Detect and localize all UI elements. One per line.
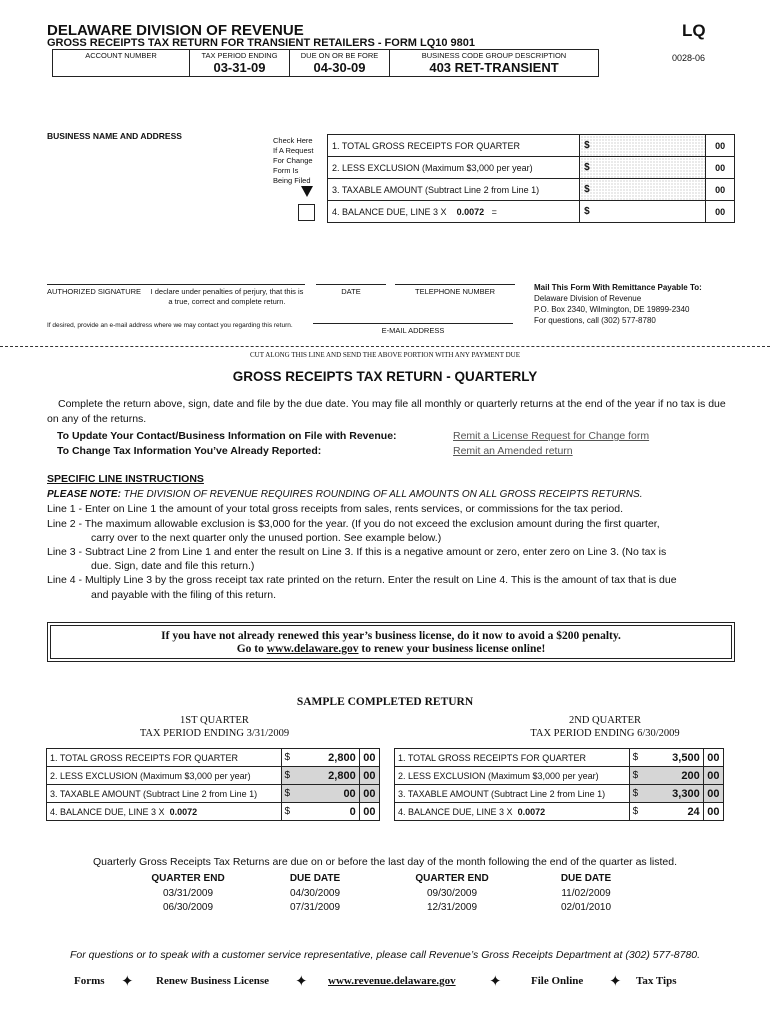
sample-label: 3. TAXABLE AMOUNT (Subtract Line 2 from Line 1)	[47, 785, 282, 803]
sample-q2-table	[394, 748, 724, 821]
schedule-cell: 07/31/2009	[289, 902, 341, 913]
declaration-line: I declare under penalties of perjury, that this is	[150, 287, 304, 296]
check-note-line: For Change	[273, 156, 313, 165]
account-number-label: ACCOUNT NUMBER	[85, 51, 157, 60]
sample-cents: 00	[703, 767, 723, 785]
q2-period	[395, 728, 730, 739]
sample-amount	[281, 803, 359, 821]
q2-title	[395, 715, 730, 726]
sample-value: 3,300	[672, 787, 700, 800]
sample-cents: 00	[703, 785, 723, 803]
line-label: 3. TAXABLE AMOUNT (Subtract Line 2 from Line 1)	[328, 179, 580, 201]
line3-instruction: Line 3 - Subtract Line 2 from Line 1 and enter the result on Line 3. If this is a negative amount or zero, enter zero on Line 3. (No tax is	[47, 546, 667, 558]
form-title: GROSS RECEIPTS TAX RETURN FOR TRANSIENT RETAILERS - FORM LQ10 9801	[47, 37, 476, 49]
update-info-label: To Update Your Contact/Business Information on File with Revenue:	[57, 430, 397, 442]
dollar-sign: $	[584, 140, 590, 151]
q1-period: TAX PERIOD ENDING 3/31/2009	[139, 728, 290, 739]
dollar-sign: $	[584, 206, 590, 217]
check-note-line: Form Is	[273, 166, 299, 175]
revenue-site-link[interactable]: www.revenue.delaware.gov	[328, 975, 456, 987]
tax-rate: 0.0072	[169, 806, 198, 817]
sample-amount	[629, 749, 703, 767]
sample-cents: 00	[359, 785, 379, 803]
dollar-sign: $	[632, 751, 639, 763]
diamond-separator-icon: ✦	[609, 973, 622, 990]
notice-line1: If you have not already renewed this year’s business license, do it now to avoid a $200 penalty.	[161, 630, 621, 642]
sample-title: SAMPLE COMPLETED RETURN	[296, 696, 474, 708]
line-cents: 00	[706, 135, 735, 157]
return-line	[328, 157, 735, 179]
phone-label: TELEPHONE NUMBER	[414, 287, 495, 296]
tax-rate: 0.0072	[517, 806, 546, 817]
line4-amount-field[interactable]	[580, 201, 706, 223]
line1-amount-field[interactable]	[580, 135, 706, 157]
sample-label: 1. TOTAL GROSS RECEIPTS FOR QUARTER	[395, 749, 630, 767]
dollar-sign: $	[584, 162, 590, 173]
diamond-separator-icon: ✦	[121, 973, 134, 990]
line2-instruction-cont: carry over to the next quarter only the unused portion. See example below.)	[91, 532, 442, 544]
sample-amount	[629, 803, 703, 821]
sample-amount	[281, 785, 359, 803]
group-desc-label: BUSINESS CODE GROUP DESCRIPTION	[421, 51, 567, 60]
diamond-separator-icon: ✦	[295, 973, 308, 990]
form-code: LQ	[682, 21, 706, 40]
instructions-title: GROSS RECEIPTS TAX RETURN - QUARTERLY	[232, 369, 538, 384]
dollar-sign: $	[632, 805, 639, 817]
please-note	[47, 488, 642, 503]
email-note: If desired, provide an e-mail address where we may contact you regarding this return.	[47, 322, 293, 329]
sample-value: 0	[349, 805, 356, 818]
line4-label: 4. BALANCE DUE, LINE 3 X	[332, 206, 447, 217]
q2-period-text: TAX PERIOD ENDING 6/30/2009	[530, 728, 680, 739]
sample-label	[395, 803, 630, 821]
table-row	[395, 785, 724, 803]
questions-note: For questions or to speak with a customer service representative, please call Revenue’s Gross Receipts Department at (302) 577-8780.	[69, 949, 701, 961]
instructions-intro: Complete the return above, sign, date and file by the due date. You may file all monthly or quarterly returns at the end of the year if no tax is due on any of the returns.	[47, 398, 726, 425]
please-note-label: PLEASE NOTE:	[47, 489, 121, 500]
specific-instructions-title: SPECIFIC LINE INSTRUCTIONS	[47, 473, 204, 485]
dollar-sign: $	[632, 769, 639, 781]
change-tax-label: To Change Tax Information You’ve Already Reported:	[57, 445, 322, 457]
line3-amount-field[interactable]	[580, 179, 706, 201]
return-line	[328, 135, 735, 157]
sample-label: 1. TOTAL GROSS RECEIPTS FOR QUARTER	[47, 749, 282, 767]
tax-period-label: TAX PERIOD ENDING	[201, 51, 278, 60]
schedule-cell: 04/30/2009	[289, 888, 341, 899]
sample-value: 2,800	[328, 769, 356, 782]
sample-amount	[629, 785, 703, 803]
due-date-header: DUE DATE	[560, 873, 612, 884]
tax-period-value: 03-31-09	[213, 60, 266, 75]
business-name-label: BUSINESS NAME AND ADDRESS	[47, 131, 182, 141]
q2-title-text: 2ND QUARTER	[569, 715, 641, 726]
table-row	[47, 749, 380, 767]
table-row	[47, 803, 380, 821]
mail-line: P.O. Box 2340, Wilmington, DE 19899-2340	[534, 305, 690, 314]
dollar-sign: $	[584, 184, 590, 195]
email-label: E-MAIL ADDRESS	[381, 326, 445, 335]
sample-value: 3,500	[672, 751, 700, 764]
dollar-sign: $	[284, 787, 291, 799]
notice-rest: to renew your business license online!	[358, 643, 546, 655]
sample-label	[47, 803, 282, 821]
return-line	[328, 201, 735, 223]
sample-cents: 00	[703, 803, 723, 821]
sample-cents: 00	[703, 749, 723, 767]
sample-amount	[629, 767, 703, 785]
license-change-link[interactable]: Remit a License Request for Change form	[453, 430, 650, 442]
line-label	[328, 201, 580, 223]
sample-label-text: 4. BALANCE DUE, LINE 3 X	[398, 806, 513, 817]
return-line	[328, 179, 735, 201]
line3-instruction-cont: due. Sign, date and file this return.)	[91, 560, 255, 572]
cut-line-note: CUT ALONG THIS LINE AND SEND THE ABOVE PORTION WITH ANY PAYMENT DUE	[250, 351, 520, 359]
tax-tips-link[interactable]: Tax Tips	[636, 975, 677, 987]
table-row	[47, 785, 380, 803]
header-box	[52, 49, 599, 77]
form-number: 0028-06	[672, 53, 706, 63]
diamond-separator-icon: ✦	[489, 973, 502, 990]
return-lines-table	[327, 134, 735, 223]
schedule-intro: Quarterly Gross Receipts Tax Returns are due on or before the last day of the month following the end of the quarter as listed.	[92, 856, 678, 868]
due-date-value: 04-30-09	[313, 60, 366, 75]
table-row	[395, 767, 724, 785]
schedule-cell: 11/02/2009	[561, 888, 611, 899]
sample-amount	[281, 767, 359, 785]
forms-link[interactable]: Forms	[74, 975, 105, 987]
sample-label: 2. LESS EXCLUSION (Maximum $3,000 per year)	[47, 767, 282, 785]
file-online-link[interactable]: File Online	[531, 975, 584, 987]
dollar-sign: $	[284, 805, 291, 817]
table-row	[395, 749, 724, 767]
arrow-down-icon	[301, 186, 313, 197]
equals-sign: =	[491, 206, 497, 217]
signature-line[interactable]	[47, 284, 305, 285]
dollar-sign: $	[284, 769, 291, 781]
line-cents: 00	[706, 179, 735, 201]
mail-line: For questions, call (302) 577-8780	[534, 316, 656, 325]
authorized-signature-label: AUTHORIZED SIGNATURE	[47, 287, 142, 296]
sample-label: 3. TAXABLE AMOUNT (Subtract Line 2 from Line 1)	[395, 785, 630, 803]
schedule-cell: 03/31/2009	[162, 888, 214, 899]
notice-line2	[48, 643, 734, 655]
line-cents: 00	[706, 157, 735, 179]
please-note-text: THE DIVISION OF REVENUE REQUIRES ROUNDING OF ALL AMOUNTS ON ALL GROSS RECEIPTS RETURNS.	[120, 489, 643, 500]
mail-title: Mail This Form With Remittance Payable To:	[534, 283, 702, 292]
schedule-cell: 02/01/2010	[560, 902, 612, 913]
delaware-gov-link[interactable]: www.delaware.gov	[266, 643, 359, 655]
dollar-sign: $	[284, 751, 291, 763]
sample-cents: 00	[359, 803, 379, 821]
tax-rate: 0.0072	[456, 206, 485, 217]
dollar-sign: $	[632, 787, 639, 799]
sample-value: 24	[687, 805, 700, 818]
line2-amount-field[interactable]	[580, 157, 706, 179]
amended-return-link[interactable]: Remit an Amended return	[453, 445, 573, 457]
sample-amount	[281, 749, 359, 767]
sample-label: 2. LESS EXCLUSION (Maximum $3,000 per year)	[395, 767, 630, 785]
sample-value: 2,800	[328, 751, 356, 764]
email-line[interactable]	[313, 323, 513, 324]
notice-go-to: Go to	[236, 643, 267, 655]
license-notice-box	[47, 622, 735, 662]
line1-instruction: Line 1 - Enter on Line 1 the amount of your total gross receipts from sales, rents services, or commissions for the tax period.	[47, 503, 624, 515]
sample-value: 00	[343, 787, 356, 800]
check-note-line: Being Filed	[273, 176, 311, 185]
line-label: 1. TOTAL GROSS RECEIPTS FOR QUARTER	[328, 135, 580, 157]
line-cents: 00	[706, 201, 735, 223]
sample-cents: 00	[359, 749, 379, 767]
q1-title: 1ST QUARTER	[180, 715, 249, 726]
mail-address-block	[534, 282, 702, 326]
check-note-line: Check Here	[273, 136, 313, 145]
line4-instruction: Line 4 - Multiply Line 3 by the gross receipt tax rate printed on the return. Enter the result on Line 4. This is the amount of tax that is due	[47, 574, 677, 586]
schedule-cell: 09/30/2009	[426, 888, 478, 899]
schedule-cell: 12/31/2009	[426, 902, 478, 913]
agency-title: DELAWARE DIVISION OF REVENUE	[47, 22, 304, 39]
check-note-line: If A Request	[273, 146, 314, 155]
change-request-checkbox[interactable]	[298, 204, 315, 221]
date-line[interactable]	[316, 284, 386, 285]
declaration-line: a true, correct and complete return.	[168, 296, 286, 306]
declaration-text	[147, 287, 307, 306]
sample-label-text: 4. BALANCE DUE, LINE 3 X	[50, 806, 165, 817]
date-label: DATE	[341, 287, 361, 296]
cut-line	[0, 346, 770, 347]
table-row	[47, 767, 380, 785]
renew-license-link[interactable]: Renew Business License	[156, 975, 270, 987]
line2-instruction: Line 2 - The maximum allowable exclusion is $3,000 for the year. (If you do not exceed the exclusion amount during the first quarter,	[47, 518, 660, 530]
line-label: 2. LESS EXCLUSION (Maximum $3,000 per year)	[328, 157, 580, 179]
mail-line: Delaware Division of Revenue	[534, 294, 642, 303]
due-date-label: DUE ON OR BE FORE	[300, 51, 379, 60]
sample-cents: 00	[359, 767, 379, 785]
change-form-note	[273, 136, 313, 186]
due-date-header: DUE DATE	[289, 873, 341, 884]
group-desc-value: 403 RET-TRANSIENT	[429, 60, 559, 75]
table-row	[395, 803, 724, 821]
quarter-end-header: QUARTER END	[415, 873, 489, 884]
phone-line[interactable]	[395, 284, 515, 285]
quarter-end-header: QUARTER END	[151, 873, 225, 884]
schedule-cell: 06/30/2009	[162, 902, 214, 913]
line4-instruction-cont: and payable with the filing of this return.	[91, 589, 277, 601]
sample-q1-table	[46, 748, 380, 821]
sample-value: 200	[681, 769, 700, 782]
